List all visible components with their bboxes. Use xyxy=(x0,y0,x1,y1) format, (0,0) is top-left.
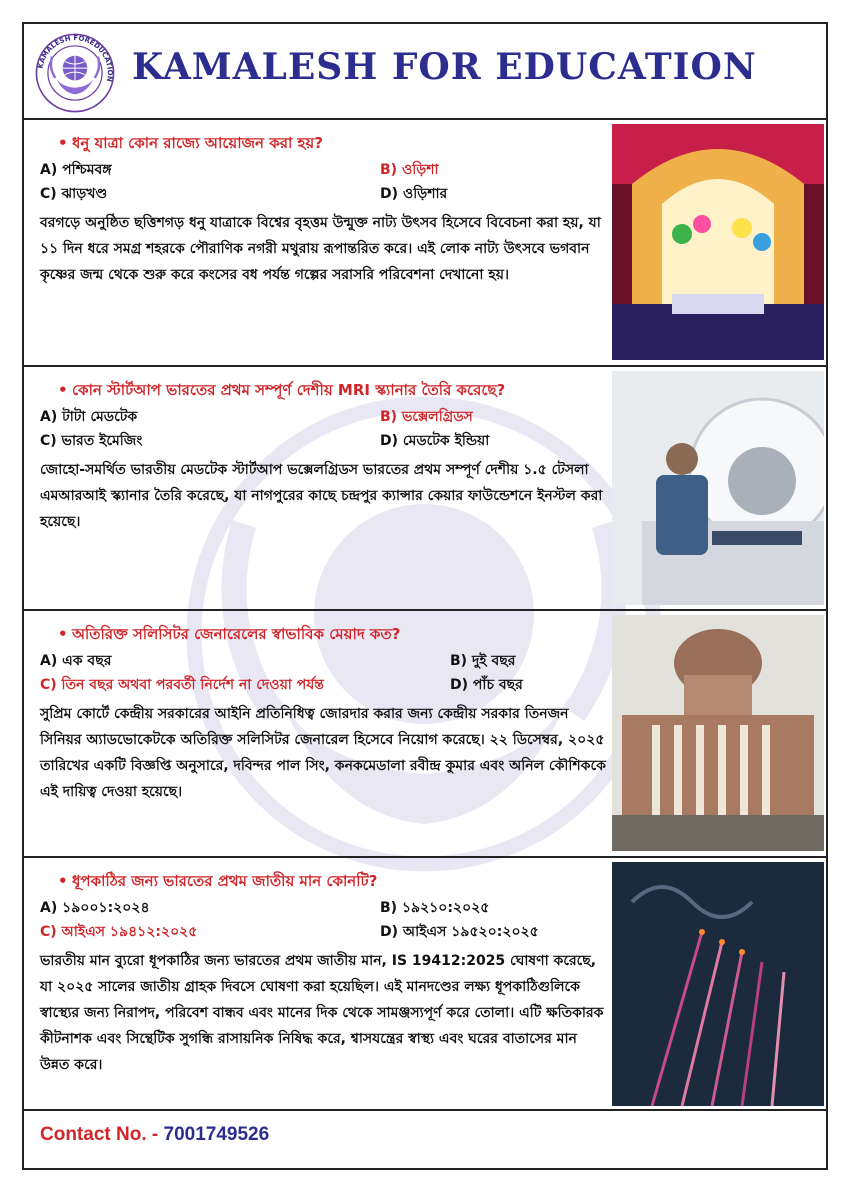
mri-scanner-image xyxy=(612,371,824,605)
question-text xyxy=(40,132,610,154)
question-block-1 xyxy=(24,120,826,367)
question-block-4 xyxy=(24,858,826,1111)
question-label: অতিরিক্ত সলিসিটর জেনারেলের স্বাভাবিক মেয়াদ কত? xyxy=(72,625,401,643)
option-b: B) ১৯২১০:২০২৫ xyxy=(380,900,490,916)
explanation-text: ভারতীয় মান ব্যুরো ধূপকাঠির জন্য ভারতের প্রথম জাতীয় মান, IS 19412:2025 ঘোষণা করেছে, যা ২০২৫ সালের জাতীয় গ্রাহক দিবসে ঘোষণা করা হয়েছিল। এই মানদণ্ডের লক্ষ্য ধূপকাঠিগুলিকে স্বাস্থ্যের জন্য নিরাপদ, পরিবেশ বান্ধব এবং মানের দিক থেকে সামঞ্জস্যপূর্ণ করে তোলা। এটি ক্ষতিকারক কীটনাশক এবং সিন্থেটিক সুগন্ধি রাসায়নিক নিষিদ্ধ করে, শ্বাসযন্ত্রের স্বাস্থ্য এবং ঘরের বাতাসের মান উন্নত করে। xyxy=(40,953,604,1073)
bullet-icon: • xyxy=(58,872,68,890)
question-block-2 xyxy=(24,367,826,611)
option-a: A) টাটা মেডটেক xyxy=(40,409,138,425)
options-grid xyxy=(40,651,610,695)
bullet-icon: • xyxy=(58,381,68,399)
question-label: ধূপকাঠির জন্য ভারতের প্রথম জাতীয় মান কোনটি? xyxy=(72,872,378,890)
option-b-answer: B) ওড়িশা xyxy=(380,162,439,178)
option-d: D) ওড়িশার xyxy=(380,186,448,202)
supreme-court-image xyxy=(612,615,824,851)
option-d: D) মেডটেক ইন্ডিয়া xyxy=(380,433,490,449)
contact-label: Contact No. - xyxy=(40,1124,164,1145)
bullet-icon: • xyxy=(58,625,68,643)
contact-number: 7001749526 xyxy=(163,1124,270,1145)
incense-sticks-image xyxy=(612,862,824,1106)
explanation-text: বরগড়ে অনুষ্ঠিত ছত্তিশগড় ধনু যাত্রাকে বিশ্বের বৃহত্তম উন্মুক্ত নাট্য উৎসব হিসেবে বিবেচনা করা হয়, যা ১১ দিন ধরে সমগ্র শহরকে পৌরাণিক নগরী মথুরায় রূপান্তরিত করে। এই লোক নাট্য উৎসবে ভগবান কৃষ্ণের জন্ম থেকে শুরু করে কংসের বধ পর্যন্ত গল্পের সরাসরি পরিবেশনা দেখানো হয়। xyxy=(40,215,601,283)
question-label: ধনু যাত্রা কোন রাজ্যে আয়োজন করা হয়? xyxy=(72,134,323,152)
option-b-answer: B) ভক্সেলগ্রিডস xyxy=(380,409,473,425)
question-text xyxy=(40,870,610,892)
logo-ring-text: KAMALESH FOREDUCATION xyxy=(36,34,114,83)
option-c-answer: C) আইএস ১৯৪১২:২০২৫ xyxy=(40,924,198,940)
logo-icon xyxy=(34,32,116,114)
option-b: B) দুই বছর xyxy=(450,653,516,669)
explanation-text: জোহো-সমর্থিত ভারতীয় মেডটেক স্টার্টআপ ভক্সেলগ্রিডস ভারতের প্রথম সম্পূর্ণ দেশীয় ১.৫ টেসলা এমআরআই স্ক্যানার তৈরি করেছে, যা নাগপুরের কাছে চন্দ্রপুর ক্যান্সার কেয়ার ফাউন্ডেশনে ইনস্টল করা হয়েছে। xyxy=(40,462,603,530)
options-grid xyxy=(40,407,610,451)
question-block-3 xyxy=(24,611,826,858)
header xyxy=(24,24,826,120)
option-a: A) পশ্চিমবঙ্গ xyxy=(40,162,112,178)
question-text xyxy=(40,379,610,401)
option-d: D) আইএস ১৯৫২০:২০২৫ xyxy=(380,924,539,940)
options-grid xyxy=(40,898,610,942)
explanation-text: সুপ্রিম কোর্টে কেন্দ্রীয় সরকারের আইনি প্রতিনিধিত্ব জোরদার করার জন্য কেন্দ্রীয় সরকার তিনজন সিনিয়র অ্যাডভোকেটকে অতিরিক্ত সলিসিটর জেনারেল হিসেবে নিয়োগ করেছে। ২২ ডিসেম্বর, ২০২৫ তারিখের একটি বিজ্ঞপ্তি অনুসারে, দবিন্দর পাল সিং, কনকমেডালা রবীন্দ্র কুমার এবং অনিল কৌশিককে এই দায়িত্ব দেওয়া হয়েছে। xyxy=(40,706,606,800)
options-grid xyxy=(40,160,610,204)
dhanu-yatra-stage-image xyxy=(612,124,824,360)
option-c: C) ভারত ইমেজিং xyxy=(40,433,143,449)
option-a: A) ১৯০০১:২০২৪ xyxy=(40,900,150,916)
question-text xyxy=(40,623,610,645)
footer xyxy=(40,1124,269,1146)
option-a: A) এক বছর xyxy=(40,653,112,669)
question-label: কোন স্টার্টআপ ভারতের প্রথম সম্পূর্ণ দেশীয় MRI স্ক্যানার তৈরি করেছে? xyxy=(72,381,506,399)
brand-title: KAMALESH FOR EDUCATION xyxy=(132,46,757,88)
bullet-icon: • xyxy=(58,134,68,152)
page-sheet xyxy=(22,22,828,1170)
option-c: C) ঝাড়খণ্ড xyxy=(40,186,108,202)
option-c-answer: C) তিন বছর অথবা পরবর্তী নির্দেশ না দেওয়া পর্যন্ত xyxy=(40,677,324,693)
option-d: D) পাঁচ বছর xyxy=(450,677,523,693)
contact-line xyxy=(40,1124,269,1146)
